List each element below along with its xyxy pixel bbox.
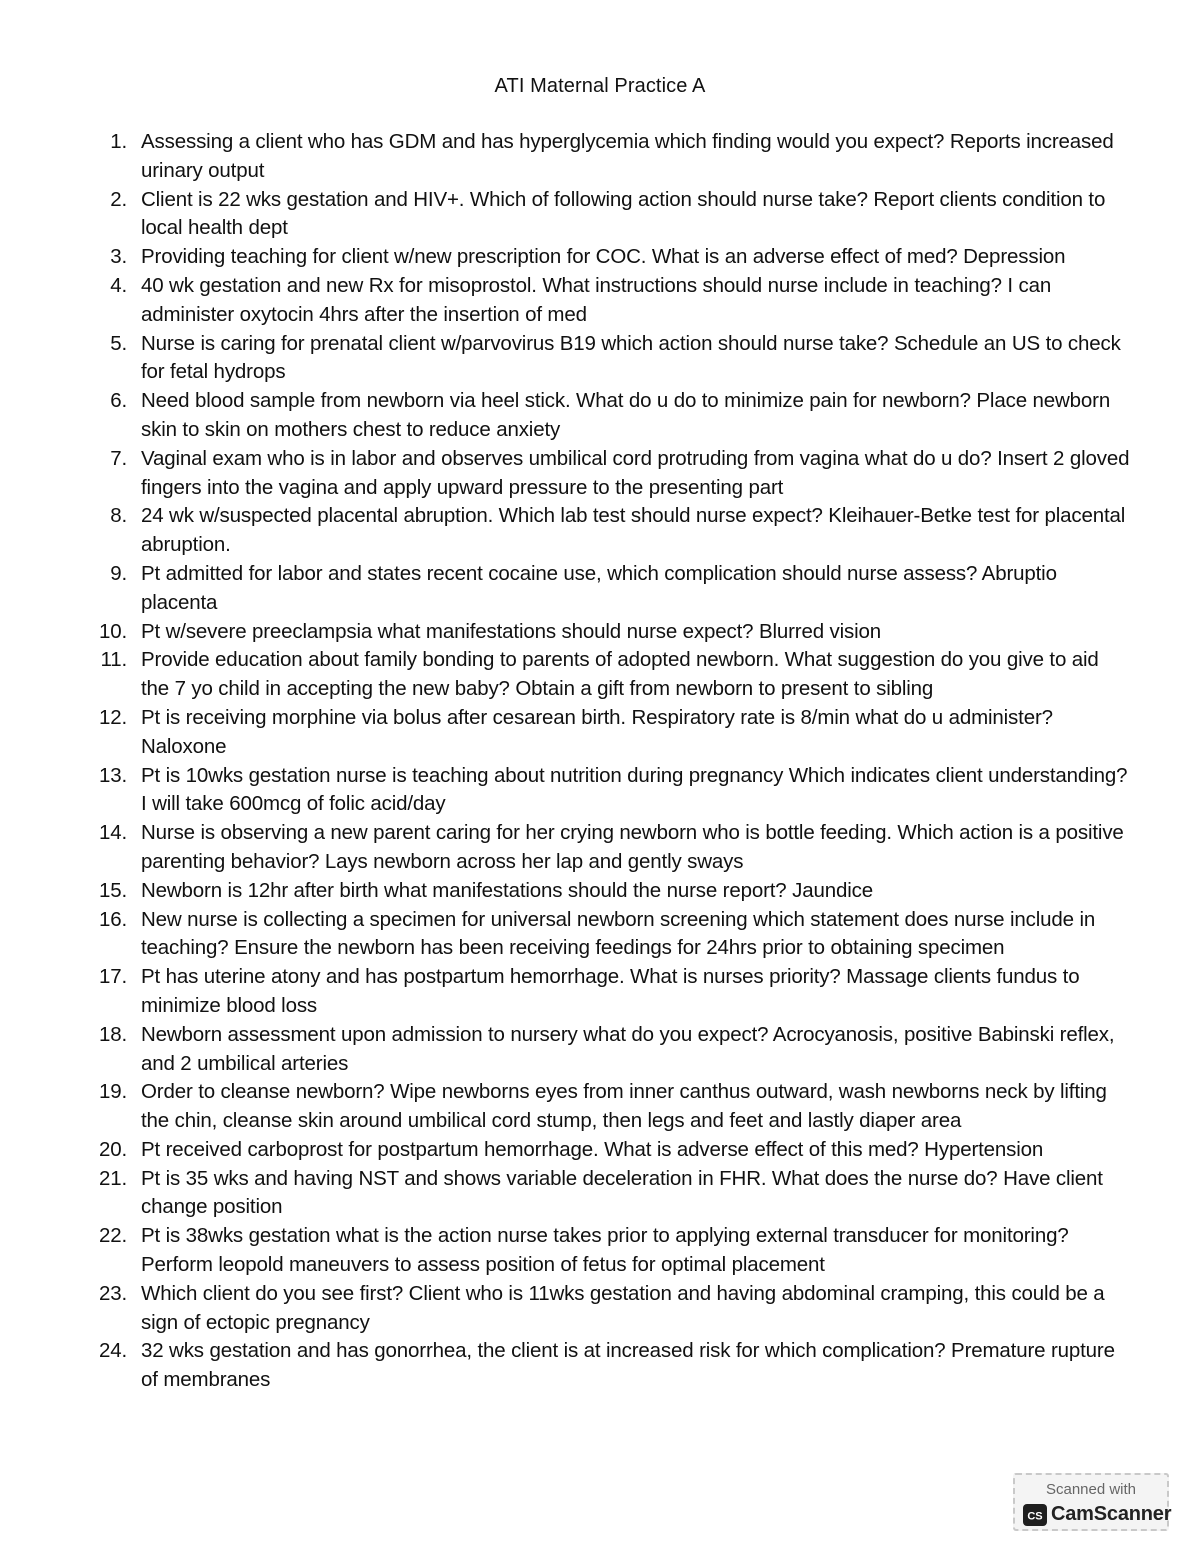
item-number: 16.: [98, 907, 127, 931]
list-item: [0, 1337, 1200, 1395]
list-item: [0, 128, 1200, 186]
item-text: Nurse is caring for prenatal client w/parvovirus B19 which action should nurse take? Schedule an US to check for fetal hydrops: [141, 331, 1121, 384]
item-text: Which client do you see first? Client who is 11wks gestation and having abdominal cramping, this could be a sign of ectopic pregnancy: [141, 1281, 1105, 1334]
item-number: 6.: [110, 389, 127, 413]
item-text: 24 wk w/suspected placental abruption. Which lab test should nurse expect? Kleihauer-Betke test for placental abruption.: [141, 504, 1126, 557]
item-number: 14.: [98, 821, 127, 845]
item-text: Pt has uterine atony and has postpartum hemorrhage. What is nurses priority? Massage clients fundus to minimize blood loss: [141, 965, 1080, 1017]
camscanner-logo-icon: [1023, 1504, 1047, 1526]
item-text: Need blood sample from newborn via heel stick. What do u do to minimize pain for newborn? Place newborn skin to skin on mothers chest to reduce anxiety: [141, 389, 1111, 441]
item-text: Order to cleanse newborn? Wipe newborns eyes from inner canthus outward, wash newborns neck by lifting the chin, cleanse skin around umbilical cord stump, then legs and feet and lastly diaper area: [141, 1080, 1107, 1133]
list-item: [0, 906, 1200, 964]
item-text: Pt is receiving morphine via bolus after cesarean birth. Respiratory rate is 8/min what do u administer? Naloxone: [141, 705, 1053, 758]
item-number: 8.: [110, 504, 127, 528]
item-text: 32 wks gestation and has gonorrhea, the client is at increased risk for which complication? Premature rupture of membranes: [141, 1339, 1115, 1392]
item-number: 20.: [98, 1137, 127, 1161]
item-number: 11.: [100, 648, 127, 672]
list-item: [0, 819, 1200, 877]
watermark-caption: Scanned with: [1045, 1481, 1137, 1498]
item-number: 4.: [110, 273, 127, 297]
item-text: Assessing a client who has GDM and has hyperglycemia which finding would you expect? Reports increased urinary output: [141, 130, 1114, 182]
item-number: 2.: [110, 187, 127, 211]
item-text: Newborn is 12hr after birth what manifestations should the nurse report? Jaundice: [141, 878, 873, 902]
list-item: [0, 243, 1200, 272]
item-number: 9.: [110, 561, 127, 585]
item-number: 21.: [98, 1166, 127, 1190]
list-item: [0, 502, 1200, 560]
list-item: [0, 272, 1200, 330]
item-number: 5.: [110, 331, 127, 355]
camscanner-watermark: [1013, 1473, 1172, 1531]
item-number: 1.: [110, 130, 127, 153]
item-text: Pt received carboprost for postpartum hemorrhage. What is adverse effect of this med? Hypertension: [141, 1137, 1044, 1161]
item-text: 40 wk gestation and new Rx for misoprostol. What instructions should nurse include in teaching? I can administer oxytocin 4hrs after the insertion of med: [141, 273, 1052, 326]
list-item: [0, 1136, 1200, 1165]
item-text: New nurse is collecting a specimen for universal newborn screening which statement does nurse include in teaching? Ensure the newborn has been receiving feedings for 24hrs prior to obtaining specimen: [141, 907, 1096, 960]
item-number: 3.: [110, 245, 127, 269]
item-number: 15.: [98, 878, 127, 902]
item-text: Nurse is observing a new parent caring for her crying newborn who is bottle feeding. Which action is a positive parenting behavior? Lays newborn across her lap and gently sways: [141, 821, 1124, 873]
item-text: Pt is 10wks gestation nurse is teaching about nutrition during pregnancy Which indicates client understanding? I will take 600mcg of folic acid/day: [141, 763, 1128, 816]
item-text: Newborn assessment upon admission to nursery what do you expect? Acrocyanosis, positive Babinski reflex, and 2 umbilical arteries: [141, 1022, 1115, 1075]
item-text: Client is 22 wks gestation and HIV+. Which of following action should nurse take? Report clients condition to local health dept: [141, 187, 1106, 240]
list-item: [0, 560, 1200, 618]
item-text: Pt is 35 wks and having NST and shows variable deceleration in FHR. What does the nurse do? Have client change position: [141, 1166, 1103, 1219]
item-number: 18.: [98, 1022, 127, 1046]
item-number: 17.: [98, 965, 127, 989]
item-text: Pt admitted for labor and states recent cocaine use, which complication should nurse assess? Abruptio placenta: [141, 561, 1057, 614]
list-item: [0, 762, 1200, 820]
list-item: [0, 1165, 1200, 1223]
item-number: 23.: [98, 1281, 127, 1305]
item-number: 22.: [98, 1224, 127, 1248]
list-item: [0, 704, 1200, 762]
list-item: [0, 445, 1200, 503]
item-text: Vaginal exam who is in labor and observes umbilical cord protruding from vagina what do u do? Insert 2 gloved fingers into the vagina and apply upward pressure to the presenting part: [141, 446, 1130, 499]
list-item: [0, 186, 1200, 244]
item-number: 7.: [110, 446, 127, 470]
item-text: Provide education about family bonding to parents of adopted newborn. What suggestion do you give to aid the 7 yo child in accepting the new baby? Obtain a gift from newborn to present to sibling: [141, 648, 1099, 701]
list-item: [0, 330, 1200, 388]
list-item: [0, 387, 1200, 445]
list-item: [0, 877, 1200, 906]
item-number: 24.: [98, 1339, 127, 1363]
document-title: ATI Maternal Practice A: [494, 75, 706, 97]
list-item: [0, 618, 1200, 647]
svg-text:CS: CS: [1027, 1510, 1043, 1523]
item-number: 19.: [98, 1080, 127, 1104]
watermark-brand: CamScanner: [1051, 1503, 1172, 1525]
item-number: 13.: [98, 763, 127, 787]
list-item: [0, 646, 1200, 704]
question-list: [0, 128, 1200, 1395]
item-number: 12.: [98, 705, 127, 729]
list-item: [0, 1280, 1200, 1338]
item-text: Pt w/severe preeclampsia what manifestations should nurse expect? Blurred vision: [141, 619, 882, 643]
item-text: Providing teaching for client w/new prescription for COC. What is an adverse effect of med? Depression: [141, 245, 1066, 269]
list-item: [0, 963, 1200, 1021]
item-text: Pt is 38wks gestation what is the action nurse takes prior to applying external transducer for monitoring? Perform leopold maneuvers to assess position of fetus for optimal placement: [141, 1224, 1069, 1277]
item-number: 10.: [98, 619, 127, 643]
list-item: [0, 1078, 1200, 1136]
list-item: [0, 1222, 1200, 1280]
list-item: [0, 1021, 1200, 1079]
